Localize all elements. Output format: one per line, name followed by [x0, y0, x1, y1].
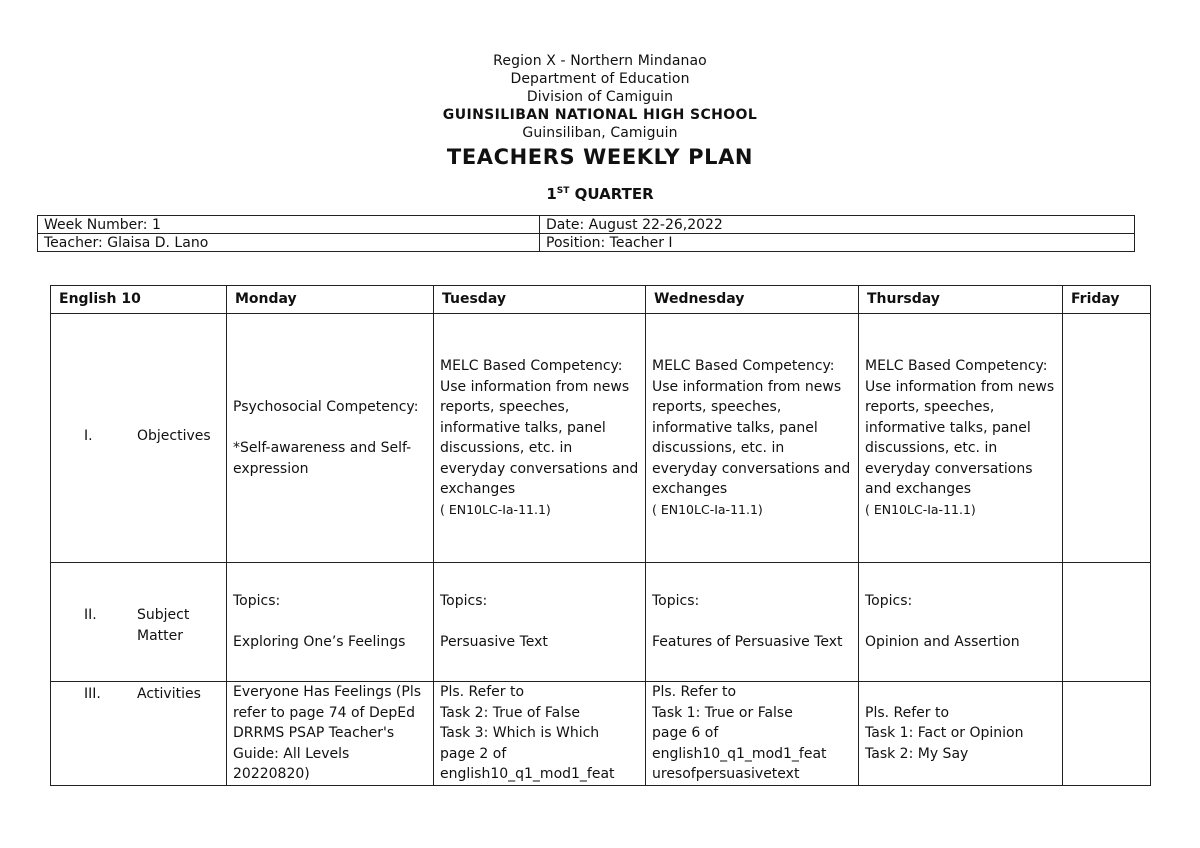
quarter-label [0, 182, 1200, 203]
row-label: Objectives [137, 428, 211, 444]
info-table [37, 215, 1135, 252]
row-number: III. [84, 686, 101, 702]
document-header [0, 52, 1200, 203]
row-number: II. [84, 607, 97, 623]
date: Date: August 22-26,2022 [540, 216, 1135, 234]
table-row-objectives [51, 314, 1151, 563]
column-header-thursday: Thursday [859, 286, 1063, 314]
objectives-thursday-cell [859, 314, 1063, 563]
activities-tuesday: Pls. Refer to Task 2: True of False Task 3: Which is Which page 2 of english10_q1_mod1_feat [434, 682, 646, 786]
column-header-subject: English 10 [51, 286, 227, 314]
objectives-tuesday-cell [434, 314, 646, 563]
objectives-thursday: MELC Based Competency: Use information from news reports, speeches, informative talks, panel discussions, etc. in everyday conversations and exchanges [865, 358, 1055, 497]
objectives-monday: Psychosocial Competency: *Self-awareness and Self-expression [227, 314, 434, 563]
activities-wednesday: Pls. Refer to Task 1: True or False page 6 of english10_q1_mod1_feat uresofpersuasivetext [646, 682, 859, 786]
table-row-subject-matter [51, 563, 1151, 682]
subject-thursday: Topics: Opinion and Assertion [859, 563, 1063, 682]
column-header-tuesday: Tuesday [434, 286, 646, 314]
competency-code: ( EN10LC-Ia-11.1) [652, 501, 763, 517]
column-header-friday: Friday [1063, 286, 1151, 314]
subject-tuesday: Topics: Persuasive Text [434, 563, 646, 682]
row-header-objectives [51, 314, 227, 563]
week-number: Week Number: 1 [38, 216, 540, 234]
activities-friday [1063, 682, 1151, 786]
row-number: I. [84, 428, 93, 444]
activities-monday: Everyone Has Feelings (Pls refer to page 74 of DepEd DRRMS PSAP Teacher's Guide: All Levels 20220820) [227, 682, 434, 786]
objectives-wednesday-cell [646, 314, 859, 563]
row-label: Subject Matter [137, 607, 190, 644]
competency-code: ( EN10LC-Ia-11.1) [440, 501, 551, 517]
activities-thursday: Pls. Refer to Task 1: Fact or Opinion Task 2: My Say [859, 682, 1063, 786]
row-label: Activities [137, 686, 201, 702]
table-row-activities [51, 682, 1151, 786]
document-title: TEACHERS WEEKLY PLAN [446, 145, 754, 169]
subject-wednesday: Topics: Features of Persuasive Text [646, 563, 859, 682]
table-header-row [51, 286, 1151, 314]
subject-monday: Topics: Exploring One’s Feelings [227, 563, 434, 682]
row-header-subject-matter [51, 563, 227, 682]
column-header-monday: Monday [227, 286, 434, 314]
quarter-number: 1 [546, 185, 557, 203]
row-header-activities [51, 682, 227, 786]
quarter-text: QUARTER [569, 185, 654, 203]
competency-code: ( EN10LC-Ia-11.1) [865, 501, 976, 517]
school-location: Guinsiliban, Camiguin [522, 125, 678, 141]
school-name: GUINSILIBAN NATIONAL HIGH SCHOOL [442, 107, 758, 123]
weekly-plan-table [50, 285, 1151, 786]
division-line: Division of Camiguin [526, 89, 674, 105]
objectives-tuesday: MELC Based Competency: Use information from news reports, speeches, informative talks, panel discussions, etc. in everyday conversations and exchanges [440, 358, 639, 497]
objectives-friday [1063, 314, 1151, 563]
department-line: Department of Education [510, 71, 690, 87]
region-line: Region X - Northern Mindanao [493, 53, 707, 69]
quarter-superscript: ST [556, 186, 570, 196]
objectives-wednesday: MELC Based Competency: Use information from news reports, speeches, informative talks, panel discussions, etc. in everyday conversations and exchanges [652, 358, 851, 497]
teacher-position: Position: Teacher I [540, 234, 1135, 252]
column-header-wednesday: Wednesday [646, 286, 859, 314]
teacher-name: Teacher: Glaisa D. Lano [38, 234, 540, 252]
subject-friday [1063, 563, 1151, 682]
